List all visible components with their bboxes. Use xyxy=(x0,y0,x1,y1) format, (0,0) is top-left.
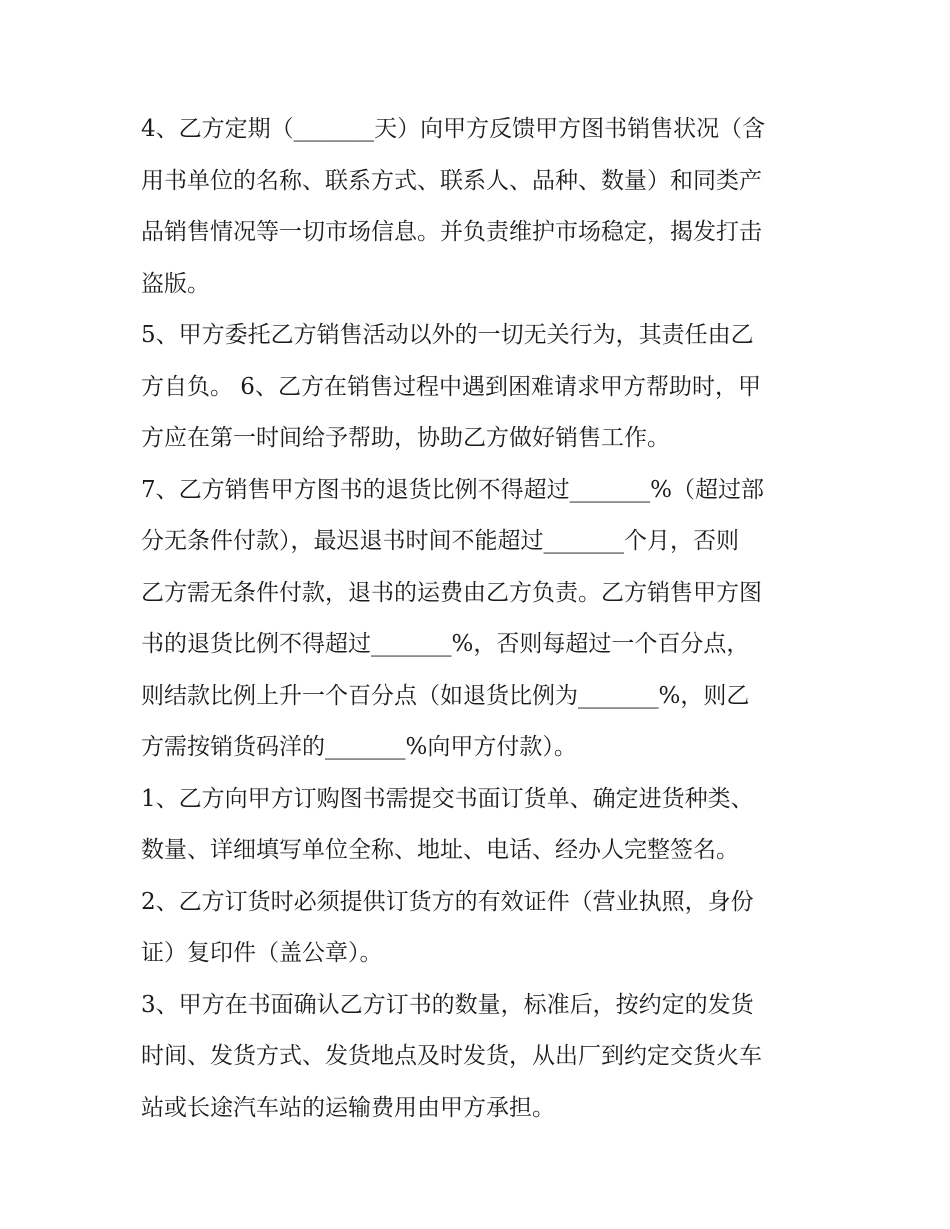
text-line: 数量、详细填写单位全称、地址、电话、经办人完整签名。 xyxy=(141,837,739,863)
text-line: 5、甲方委托乙方销售活动以外的一切无关行为，其责任由乙 xyxy=(141,322,754,348)
text-line: 站或长途汽车站的运输费用由甲方承担。 xyxy=(141,1094,555,1121)
text-line: 分无条件付款），最迟退书时间不能超过_______个月，否则 xyxy=(141,528,739,554)
contract-text xyxy=(141,104,821,1134)
text-line: 书的退货比例不得超过_______%，否则每超过一个百分点， xyxy=(141,631,750,657)
text-line: 用书单位的名称、联系方式、联系人、品种、数量）和同类产 xyxy=(141,167,762,194)
text-line: 1、乙方向甲方订购图书需提交书面订货单、确定进货种类、 xyxy=(141,785,754,812)
text-line: 证）复印件（盖公章）。 xyxy=(141,940,383,966)
text-line: 方自负。 6、乙方在销售过程中遇到困难请求甲方帮助时，甲 xyxy=(141,373,761,400)
text-line: 时间、发货方式、发货地点及时发货，从出厂到约定交货火车 xyxy=(141,1043,762,1069)
text-line: 3、甲方在书面确认乙方订书的数量，标准后，按约定的发货 xyxy=(141,991,754,1018)
text-line: 方需按销货码洋的_______%向甲方付款）。 xyxy=(141,734,577,760)
text-line: 2、乙方订货时必须提供订货方的有效证件（营业执照，身份 xyxy=(141,888,754,915)
text-line: 4、乙方定期（_______天）向甲方反馈甲方图书销售状况（含 xyxy=(141,116,766,142)
text-line: 乙方需无条件付款，退书的运费由乙方负责。乙方销售甲方图 xyxy=(141,579,762,606)
text-line: 则结款比例上升一个百分点（如退货比例为_______%，则乙 xyxy=(141,682,750,709)
text-line: 方应在第一时间给予帮助，协助乙方做好销售工作。 xyxy=(141,425,670,451)
text-line: 7、乙方销售甲方图书的退货比例不得超过_______%（超过部 xyxy=(141,476,764,503)
text-line: 品销售情况等一切市场信息。并负责维护市场稳定，揭发打击 xyxy=(141,219,762,245)
text-line: 盗版。 xyxy=(141,270,210,297)
